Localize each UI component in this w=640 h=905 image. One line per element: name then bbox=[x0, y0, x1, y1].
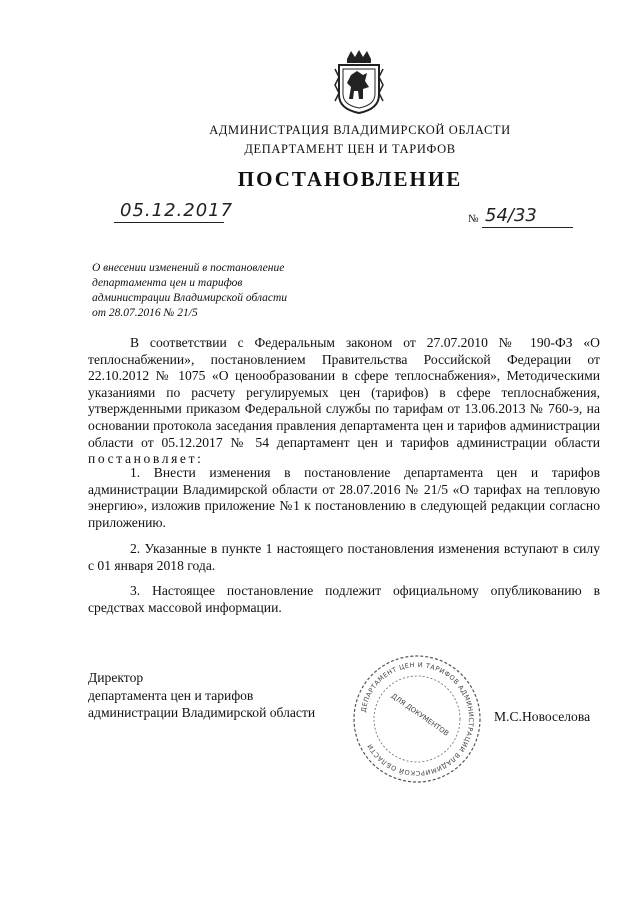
preamble-paragraph bbox=[88, 335, 600, 468]
coat-of-arms-emblem bbox=[333, 49, 385, 115]
number-sign: № bbox=[468, 213, 479, 225]
subject-line: департамента цен и тарифов bbox=[92, 277, 243, 289]
signer-name: М.С.Новоселова bbox=[494, 709, 591, 724]
subject-line: от 28.07.2016 № 21/5 bbox=[92, 307, 198, 319]
signer-title: Директор bbox=[88, 670, 144, 685]
official-stamp bbox=[350, 652, 484, 786]
subject-line: администрации Владимирской области bbox=[92, 292, 288, 304]
clause-3-paragraph bbox=[88, 583, 600, 616]
stamp-center-text: ДЛЯ ДОКУМЕНТОВ bbox=[389, 692, 451, 738]
number-underline bbox=[482, 227, 573, 228]
preamble-text: В соответствии с Федеральным законом от 27.07.2010 № 190-ФЗ «О теплоснабжении», постановлением Правительства Российской Федерации от 22.10.2012 № 1075 «О ценообразовании в сфере теплоснабжения», Методическими указаниями по расчету регулируемых цен (тарифов) в сфере теплоснабжения, утвержденными приказом Федеральной службы по тарифам от 13.06.2013 № 760-э, на основании протокола заседания правления департамента цен и тарифов администрации области от 05.12.2017 № 54 департамент цен и тарифов администрации области bbox=[88, 335, 600, 450]
document-number bbox=[468, 205, 573, 231]
resolves-word: постановляет: bbox=[88, 451, 204, 467]
stamp-outer-textpath: ДЕПАРТАМЕНТ ЦЕН И ТАРИФОВ АДМИНИСТРАЦИИ ВЛАДИМИРСКОЙ ОБЛАСТИ bbox=[359, 660, 476, 778]
signer-administration: администрации Владимирской области bbox=[88, 705, 316, 720]
date-underline bbox=[114, 222, 224, 223]
clause-2-paragraph bbox=[88, 541, 600, 574]
department-name: ДЕПАРТАМЕНТ ЦЕН И ТАРИФОВ bbox=[244, 142, 456, 156]
clause-1-text: 1. Внести изменения в постановление департамента цен и тарифов администрации Владимирской области от 28.07.2016 № 21/5 «О тарифах на тепловую энергию», изложив приложение №1 к постановлению в следующей редакции согласно приложению. bbox=[88, 465, 600, 530]
organization-name: АДМИНИСТРАЦИЯ ВЛАДИМИРСКОЙ ОБЛАСТИ bbox=[209, 123, 511, 137]
subject-line: О внесении изменений в постановление bbox=[92, 262, 285, 274]
document-date bbox=[114, 200, 234, 226]
number-handwritten: 54/33 bbox=[485, 205, 537, 226]
document-title: ПОСТАНОВЛЕНИЕ bbox=[237, 167, 463, 191]
signer-position bbox=[88, 669, 348, 722]
stamp-outer-text bbox=[359, 661, 475, 777]
date-handwritten: 05.12.2017 bbox=[120, 200, 234, 221]
clause-1-paragraph bbox=[88, 465, 600, 531]
signer-department: департамента цен и тарифов bbox=[88, 687, 254, 703]
clause-3-text: 3. Настоящее постановление подлежит официальному опубликованию в средствах массовой информации. bbox=[88, 583, 600, 615]
clause-2-text: 2. Указанные в пункте 1 настоящего постановления изменения вступают в силу с 01 января 2018 года. bbox=[88, 541, 600, 573]
document-subject bbox=[92, 261, 332, 321]
